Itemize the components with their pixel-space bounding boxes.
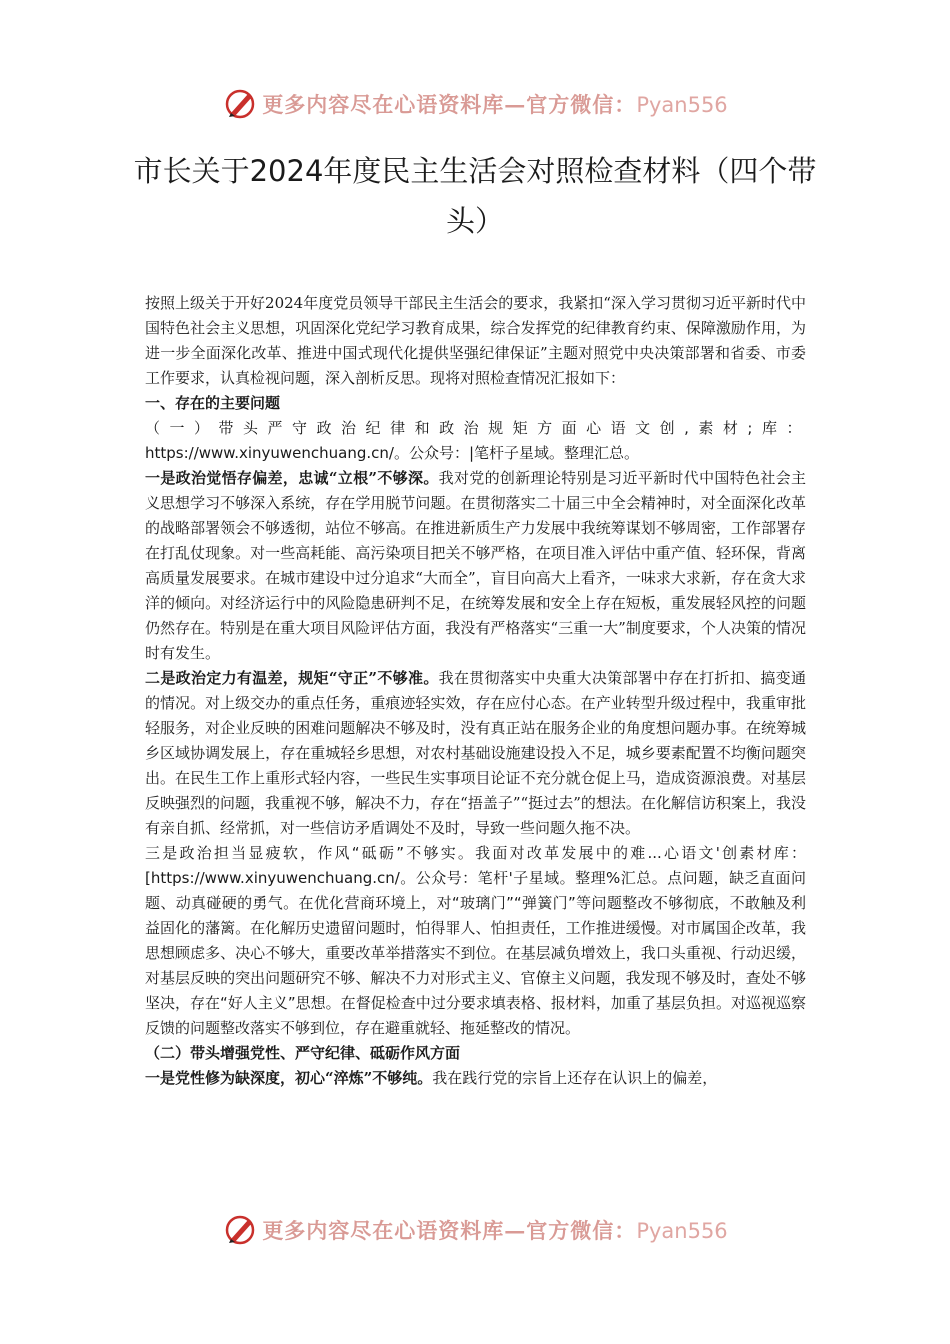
paragraph-body: 我在贯彻落实中央重大决策部署中存在打折扣、搞变通的情况。对上级交办的重点任务，重痕迹轻实效，存在应付心态。在产业转型升级过程中，我重审批轻服务，对企业反映的困难问题解决不够及时，没有真正站在服务企业的角度想问题办事。在统筹城乡区域协调发展上，存在重城轻乡思想，对农村基础设施建设投入不足，城乡要素配置不均衡问题突出。在民生工作上重形式轻内容，一些民生实事项目论证不充分就仓促上马，造成资源浪费。对基层反映强烈的问题，我重视不够，解决不力，存在“捂盖子”“挺过去”的想法。在化解信访积案上，我没有亲自抓、经常抓，对一些信访矛盾调处不及时，导致一些问题久拖不决。 — [145, 669, 806, 837]
footer-banner — [0, 1210, 950, 1250]
subsection-heading: （二）带头增强党性、严守纪律、砥砺作风方面 — [145, 1044, 461, 1062]
paragraph-body: 我在践行党的宗旨上还存在认识上的偏差， — [432, 1069, 718, 1087]
paragraph — [145, 466, 806, 666]
paragraph — [145, 1066, 806, 1091]
paragraph-lead: 一是党性修为缺深度，初心“淬炼”不够纯。 — [145, 1069, 433, 1087]
banner-contact: Pyan556 — [636, 1219, 728, 1243]
pen-logo-icon — [222, 1212, 258, 1248]
paragraph — [145, 666, 806, 841]
pen-logo-icon — [222, 86, 258, 122]
banner-contact: Pyan556 — [636, 93, 728, 117]
banner-text: 更多内容尽在心语资料库—官方微信：Pyan556 — [262, 1218, 728, 1243]
paragraph-lead: 二是政治定力有温差，规矩“守正”不够准。 — [145, 669, 439, 687]
header-banner — [0, 84, 950, 124]
paragraph-body: 我对党的创新理论特别是习近平新时代中国特色社会主义思想学习不够深入系统，存在学用脱节问题。在贯彻落实二十届三中全会精神时，对全面深化改革的战略部署领会不够透彻，站位不够高。在推进新质生产力发展中我统筹谋划不够周密，工作部署存在打乱仗现象。对一些高耗能、高污染项目把关不够严格，在项目准入评估中重产值、轻环保，背离高质量发展要求。在城市建设中过分追求“大而全”，盲目向高大上看齐，一味求大求新，存在贪大求洋的倾向。对经济运行中的风险隐患研判不足，在统筹发展和安全上存在短板，重发展轻风控的问题仍然存在。特别是在重大项目风险评估方面，我没有严格落实“三重一大”制度要求，个人决策的情况时有发生。 — [145, 469, 806, 662]
paragraph: 三是政治担当显疲软，作风“砥砺”不够实。我面对改革发展中的难...心语文'创素材库：[https://www.xinyuwenchuang.cn/。公众号：笔杆'子星域。整理%汇总。点问题，缺乏直面问题、动真碰硬的勇气。在优化营商环境上，对“玻璃门”“弹簧门”等问题整改不够彻底，不敢触及利益固化的藩篱。在化解历史遗留问题时，怕得罪人、怕担责任，工作推进缓慢。对市属国企改革，我思想顾虑多、决心不够大，重要改革举措落实不到位。在基层减负增效上，我口头重视、行动迟缓，对基层反映的突出问题研究不够、解决不力对形式主义、官僚主义问题，我发现不够及时，查处不够坚决，存在“好人主义”思想。在督促检查中过分要求填表格、报材料，加重了基层负担。对巡视巡察反馈的问题整改落实不够到位，存在避重就轻、拖延整改的情况。 — [145, 844, 806, 1037]
subsection-heading: （一）带头严守政治纪律和政治规矩方面心语文创,素材;库： https://www.xinyuwenchuang.cn/。公众号：|笔杆子星域。整理汇总。 — [145, 419, 806, 462]
section-heading: 一、存在的主要问题 — [145, 394, 281, 412]
document-title: 市长关于2024年度民主生活会对照检查材料（四个带头） — [133, 154, 817, 238]
intro-paragraph: 按照上级关于开好2024年度党员领导干部民主生活会的要求，我紧扣“深入学习贯彻习近平新时代中国特色社会主义思想，巩固深化党纪学习教育成果，综合发挥党的纪律教育约束、保障激励作用，为进一步全面深化改革、推进中国式现代化提供坚强纪律保证”主题对照党中央决策部署和省委、市委工作要求，认真检视问题，深入剖析反思。现将对照检查情况汇报如下： — [145, 294, 806, 387]
banner-text: 更多内容尽在心语资料库—官方微信：Pyan556 — [262, 92, 728, 117]
document-body — [145, 291, 806, 1091]
paragraph-lead: 一是政治觉悟存偏差，忠诚“立根”不够深。 — [145, 469, 439, 487]
